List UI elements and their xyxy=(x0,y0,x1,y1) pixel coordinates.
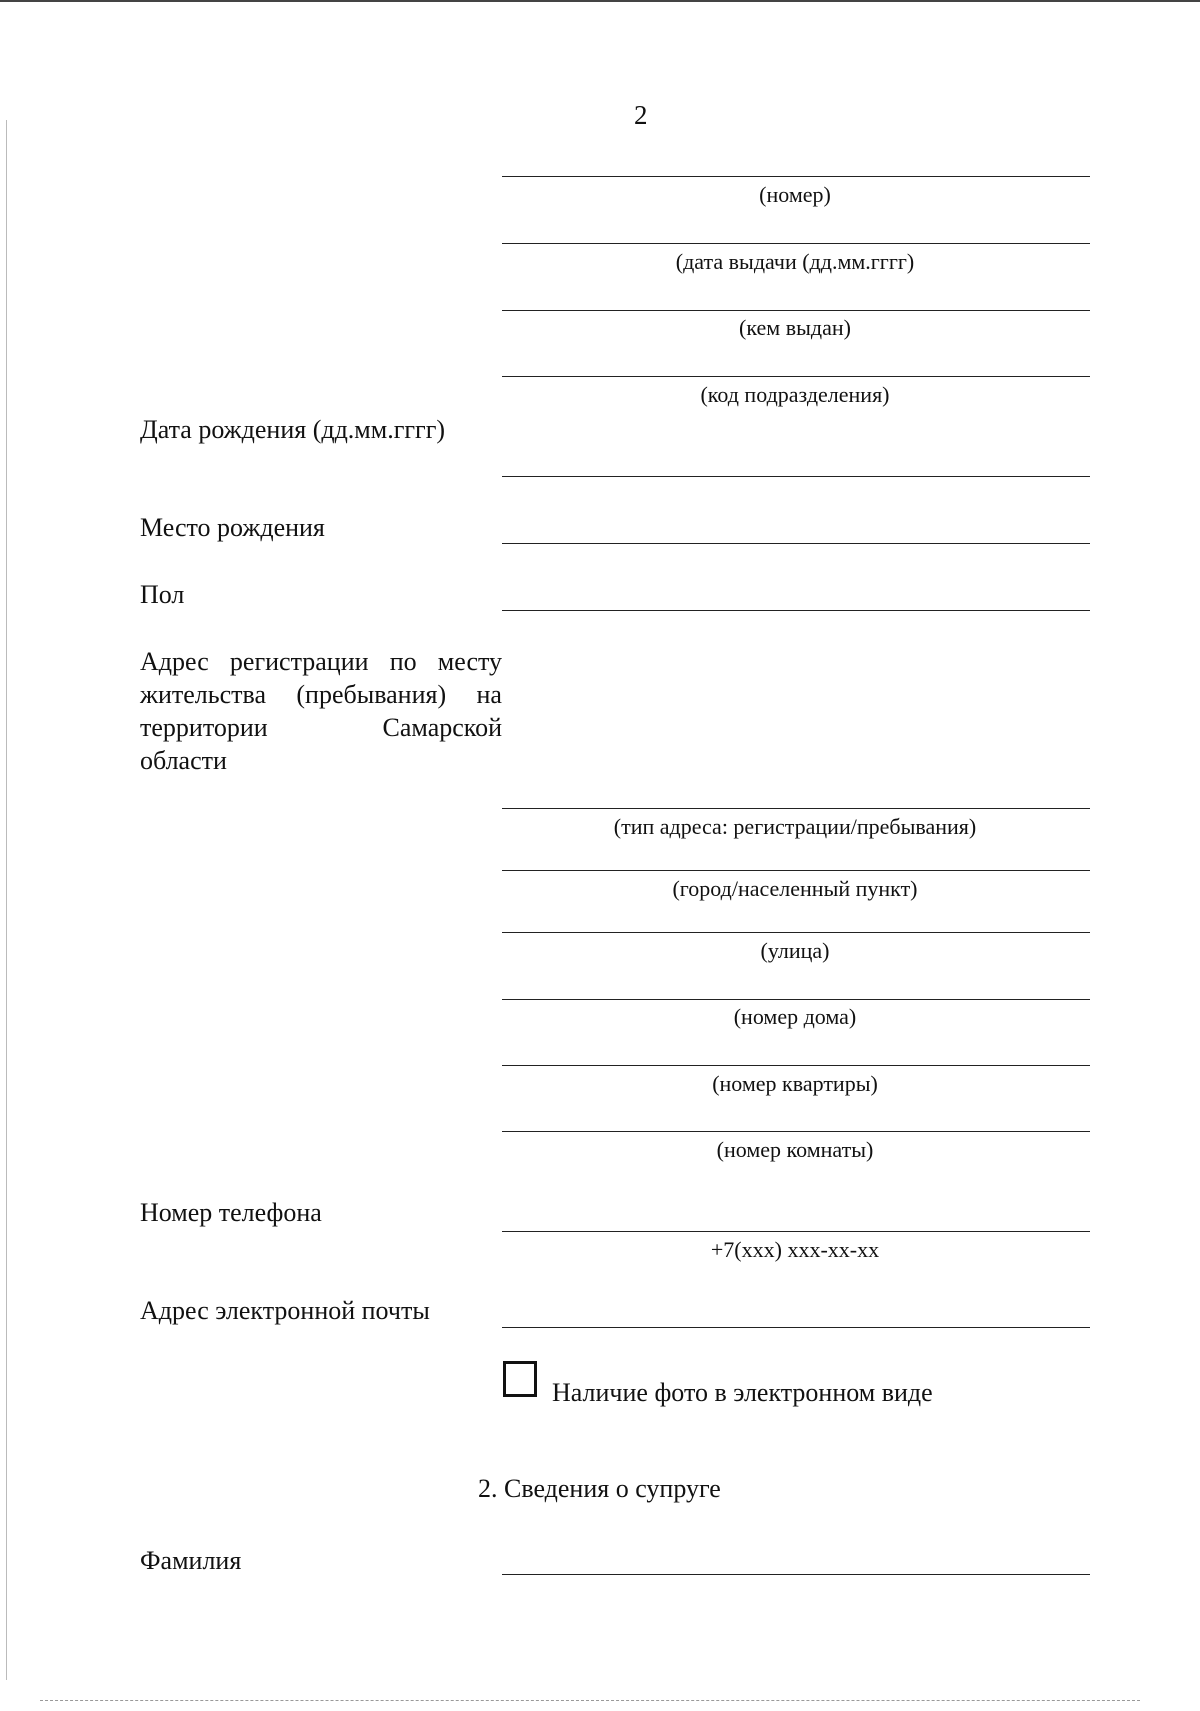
address-label xyxy=(140,645,502,777)
department-code-caption: (код подразделения) xyxy=(700,382,890,407)
city-line[interactable] xyxy=(502,870,1090,871)
address-label-word: Адрес xyxy=(140,647,209,676)
birth-date-label: Дата рождения (дд.мм.гггг) xyxy=(140,415,446,444)
address-label-word: на xyxy=(476,680,502,709)
address-label-word: по xyxy=(389,647,417,676)
passport-number-line[interactable] xyxy=(502,176,1090,177)
city-caption: (город/населенный пункт) xyxy=(672,876,918,901)
birth-date-line[interactable] xyxy=(502,476,1090,477)
address-label-line-2 xyxy=(140,678,502,711)
address-label-word: (пребывания) xyxy=(296,680,447,709)
scan-edge-bottom xyxy=(40,1700,1140,1701)
address-label-word: жительства xyxy=(140,680,266,709)
passport-issued-by-caption: (кем выдан) xyxy=(739,315,851,340)
apartment-number-line[interactable] xyxy=(502,1065,1090,1066)
house-number-line[interactable] xyxy=(502,999,1090,1000)
address-label-word: регистрации xyxy=(229,647,369,676)
house-number-caption: (номер дома) xyxy=(733,1004,857,1029)
address-type-line[interactable] xyxy=(502,808,1090,809)
phone-label: Номер телефона xyxy=(140,1198,322,1227)
address-label-word: территории xyxy=(140,713,268,742)
room-number-caption: (номер комнаты) xyxy=(716,1137,874,1162)
address-label-line-3 xyxy=(140,711,502,744)
address-label-word: месту xyxy=(437,647,502,676)
email-label: Адрес электронной почты xyxy=(140,1296,430,1325)
birth-place-line[interactable] xyxy=(502,543,1090,544)
address-label-line-4: области xyxy=(140,746,227,775)
surname-line[interactable] xyxy=(502,1574,1090,1575)
address-label-line-1 xyxy=(140,645,502,678)
department-code-line[interactable] xyxy=(502,376,1090,377)
birth-place-label: Место рождения xyxy=(140,513,325,542)
street-caption: (улица) xyxy=(760,938,830,963)
scan-edge-left xyxy=(6,120,7,1680)
address-type-caption: (тип адреса: регистрации/пребывания) xyxy=(613,814,977,839)
passport-issue-date-caption: (дата выдачи (дд.мм.гггг) xyxy=(675,249,915,274)
apartment-number-caption: (номер квартиры) xyxy=(712,1071,878,1096)
phone-line[interactable] xyxy=(502,1231,1090,1232)
sex-label: Пол xyxy=(140,580,185,609)
passport-issue-date-line[interactable] xyxy=(502,243,1090,244)
photo-checkbox-label: Наличие фото в электронном виде xyxy=(552,1378,933,1407)
email-line[interactable] xyxy=(502,1327,1090,1328)
photo-checkbox[interactable] xyxy=(503,1361,537,1397)
room-number-line[interactable] xyxy=(502,1131,1090,1132)
surname-label: Фамилия xyxy=(140,1546,242,1575)
phone-format-hint: +7(xxx) xxx-xx-xx xyxy=(710,1237,880,1262)
passport-number-caption: (номер) xyxy=(759,182,831,207)
street-line[interactable] xyxy=(502,932,1090,933)
passport-issued-by-line[interactable] xyxy=(502,310,1090,311)
section-title: 2. Сведения о супруге xyxy=(478,1474,721,1503)
address-label-word: Самарской xyxy=(382,713,502,742)
page-number: 2 xyxy=(634,100,648,130)
sex-line[interactable] xyxy=(502,610,1090,611)
scan-edge-top xyxy=(0,0,1200,2)
